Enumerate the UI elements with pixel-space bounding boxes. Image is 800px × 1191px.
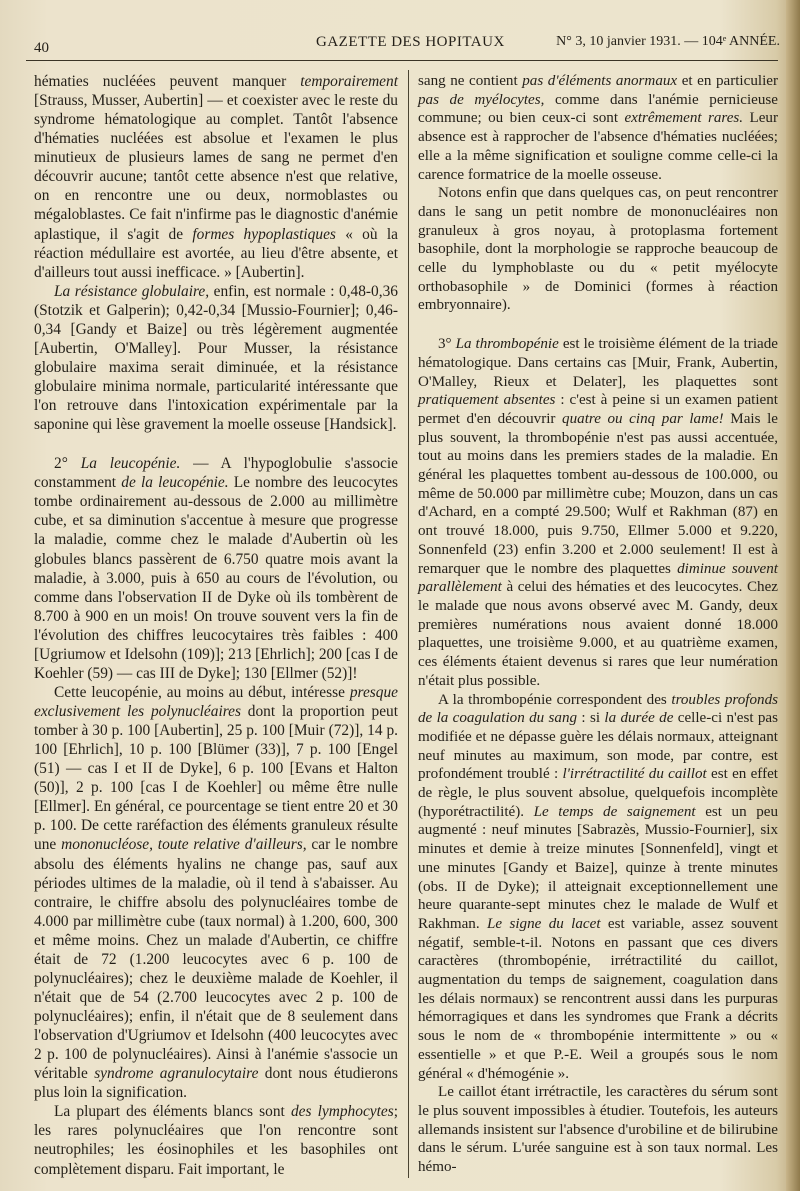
paragraph-section-thrombopenie: 3° La thrombopénie est le troisième élément de la triade hématologique. Dans certains cas [Muir, Frank, Aubertin, O'Malley, Rieux et Delater], les plaquettes sont pratiquement absentes : c'est à peine si un examen patient permet d'en découvrir quatre ou cinq par lame! Mais le plus souvent, la thrombopénie n'est pas aussi accentuée, tout au moins dans les premiers stades de la maladie. En général les plaquettes tombent au-dessous de 100.000, ou même de 50.000 par millimètre cube; Mouzon, dans un cas d'Achard, en a compté 29.500; Wulf et Rakhman (87) en ont trouvé 18.000, puis 9.750, Ellmer 5.000 et 9.220, Sonnenfeld (23) enfin 3.200 et 2.000 seulement! Il est à remarquer que le nombre des plaquettes diminue souvent parallèlement à celui des hématies et des leucocytes. Chez le malade que nous avons observé avec M. Gandy, deux premières numérations nous avaient donné 18.000 plaquettes, une troisième 9.000, et au quatrième examen, ces éléments étaient devenus si rares que leur numération n'était plus possible.: [418, 336, 779, 689]
paragraph: La résistance globulaire, enfin, est normale : 0,48-0,36 (Stotzik et Galperin); 0,42-0,34 [Mussio-Fournier]; 0,46-0,34 [Gandy et Baize] ou très légèrement augmentée [Aubertin, O'Malley]. Pour Musser, la résistance globulaire maxima serait diminuée, et la résistance globulaire minima normale, particularité intéressante que l'on retrouve dans l'intoxication expérimentale par la saponine qui lèse gravement la moelle osseuse [Handsick].: [34, 282, 398, 434]
column-rule: [408, 70, 409, 1178]
header-rule: [26, 60, 778, 61]
paragraph: A la thrombopénie correspondent des troubles profonds de la coagulation du sang : si la durée de celle-ci n'est pas modifiée et ne dépasse guère les délais normaux, atteignant neuf minutes au maximum, son mode, par contre, est profondément troublé : l'irrétractilité du caillot est en effet de règle, le plus souvent absolue, quelquefois incomplète (hyporétractilité). Le temps de saignement est un peu augmenté : neuf minutes [Sabrazès, Mussio-Fournier], six minutes et demie à treize minutes [Sonnenfeld], vingt et une minutes [Gandy et Baize], quinze à trente minutes (obs. II de Dyke); il atteignait exceptionnellement une heure quarante-sept minutes chez le malade de Wulf et Rakhman. Le signe du lacet est variable, assez souvent négatif, semble-t-il. Notons en passant que ces divers caractères (thrombopénie, irrétractilité du caillot, augmentation du temps de saignement, coagulation dans les délais normaux) se rencontrent aussi dans les purpuras hémorragiques et dans les syndromes que Frank a décrits sous le nom de « thrombopénie intermittente » ou « essentielle » et que P.-E. Weil a groupés sous le nom général « d'hémogénie ».: [418, 691, 779, 1082]
paragraph: La plupart des éléments blancs sont des lymphocytes; les rares polynucléaires que l'on rencontre sont neutrophiles; les éosinophiles et les basophiles ont complètement disparu. Fait important, le: [34, 1103, 398, 1178]
paragraph: Notons enfin que dans quelques cas, on peut rencontrer dans le sang un petit nombre de mononucléaires non granuleux à gros noyau, à protoplasma fortement basophile, dont la morphologie se rapproche beaucoup de celle du lymphoblaste ou du « petit myélocyte orthobasophile » de Dominici (formes à réaction embryonnaire).: [418, 185, 778, 314]
page-edge-shadow: [786, 0, 800, 1191]
left-column: [34, 72, 398, 1179]
page-header: [26, 30, 780, 58]
paragraph: sang ne contient pas d'éléments anormaux et en particulier pas de myélocytes, comme dans l'anémie pernicieuse commune; ou bien ceux-ci sont extrêmement rares. Leur absence est à rapprocher de l'absence d'hématies nucléées; elle a la même signification et souligne comme celle-ci la carence formatrice de la moelle osseuse.: [418, 73, 779, 183]
paragraph: Le caillot étant irrétractile, les caractères du sérum sont le plus souvent impossibles à étudier. Toutefois, les auteurs allemands insistent sur l'absence d'urobiline et de bilirubine dans le sérum. L'urée sanguine est à son taux normal. Les hémo-: [418, 1084, 778, 1176]
right-column: [418, 72, 778, 1177]
paragraph: hématies nucléées peuvent manquer temporairement [Strauss, Musser, Aubertin] — et coexister avec le reste du syndrome hématologique au complet. Tantôt l'absence d'hématies nucléées est absolue et l'examen le plus minutieux de plusieurs lames de sang ne permet d'en découvrir aucune; tantôt cette absence n'est que relative, on en rencontre une ou deux, normoblastes ou mégaloblastes. Ce fait n'infirme pas le diagnostic d'anémie aplastique, il s'agit de formes hypoplastiques « où la réaction médullaire est avortée, au lieu d'être absente, et d'ailleurs tout aussi inefficace. » [Aubertin].: [34, 73, 398, 281]
issue-info: N° 3, 10 janvier 1931. — 104ᵉ ANNÉE.: [556, 34, 780, 49]
page-number: 40: [34, 40, 49, 56]
paragraph: Cette leucopénie, au moins au début, intéresse presque exclusivement les polynucléaires dont la proportion peut tomber à 30 p. 100 [Aubertin], 25 p. 100 [Muir (72)], 14 p. 100 [Ehrlich], 10 p. 100 [Blümer (33)], 7 p. 100 [Engel (51) — cas I et II de Dyke], 6 p. 100 [Evans et Halton (50)], 2 p. 100 [cas I de Koehler] ou même être nulle [Ellmer]. En général, ce pourcentage se tient entre 20 et 30 p. 100. De cette raréfaction des éléments granuleux résulte une mononucléose, toute relative d'ailleurs, car le nombre absolu des éléments hyalins ne change pas, sauf aux périodes ultimes de la maladie, où il tend à s'abaisser. Au contraire, le chiffre absolu des polynucléaires tombe de 4.000 par millimètre cube (taux normal) à 1.200, 600, 300 et même moins. Chez un malade d'Aubertin, ce chiffre était de 72 (1.200 leucocytes avec 6 p. 100 de polynucléaires); chez le deuxième malade de Koehler, il n'était que de 54 (2.700 leucocytes avec 2 p. 100 de polynucléaires); enfin, il n'était que de 8 seulement dans l'observation d'Ugriumov et Idelsohn (400 leucocytes avec 2 p. 100 de polynucléaires). Ainsi à l'anémie s'associe un véritable syndrome agranulocytaire dont nous étudierons plus loin la signification.: [34, 683, 399, 1102]
paragraph-section-leucopenie: 2° La leucopénie. — A l'hypoglobulie s'associe constamment de la leucopénie. Le nombre des leucocytes tombe ordinairement au-dessous de 2.000 au millimètre cube, et sa diminution s'accentue à mesure que progresse la maladie, comme chez le malade d'Aubertin où les globules blancs passèrent de 6.750 quatre mois avant la maladie, à 3.000, puis à 650 au cours de l'évolution, ou comme dans l'observation II de Dyke où ils tombèrent de 8.700 à 900 en un mois! On trouve souvent vers la fin de l'évolution des chiffres leucocytaires très faibles : 400 [Ugriumow et Idelsohn (109)]; 213 [Ehrlich]; 200 [cas I de Koehler (59) — cas III de Dyke]; 130 [Ellmer (52)]!: [34, 455, 399, 682]
journal-title: GAZETTE DES HOPITAUX: [316, 34, 505, 50]
